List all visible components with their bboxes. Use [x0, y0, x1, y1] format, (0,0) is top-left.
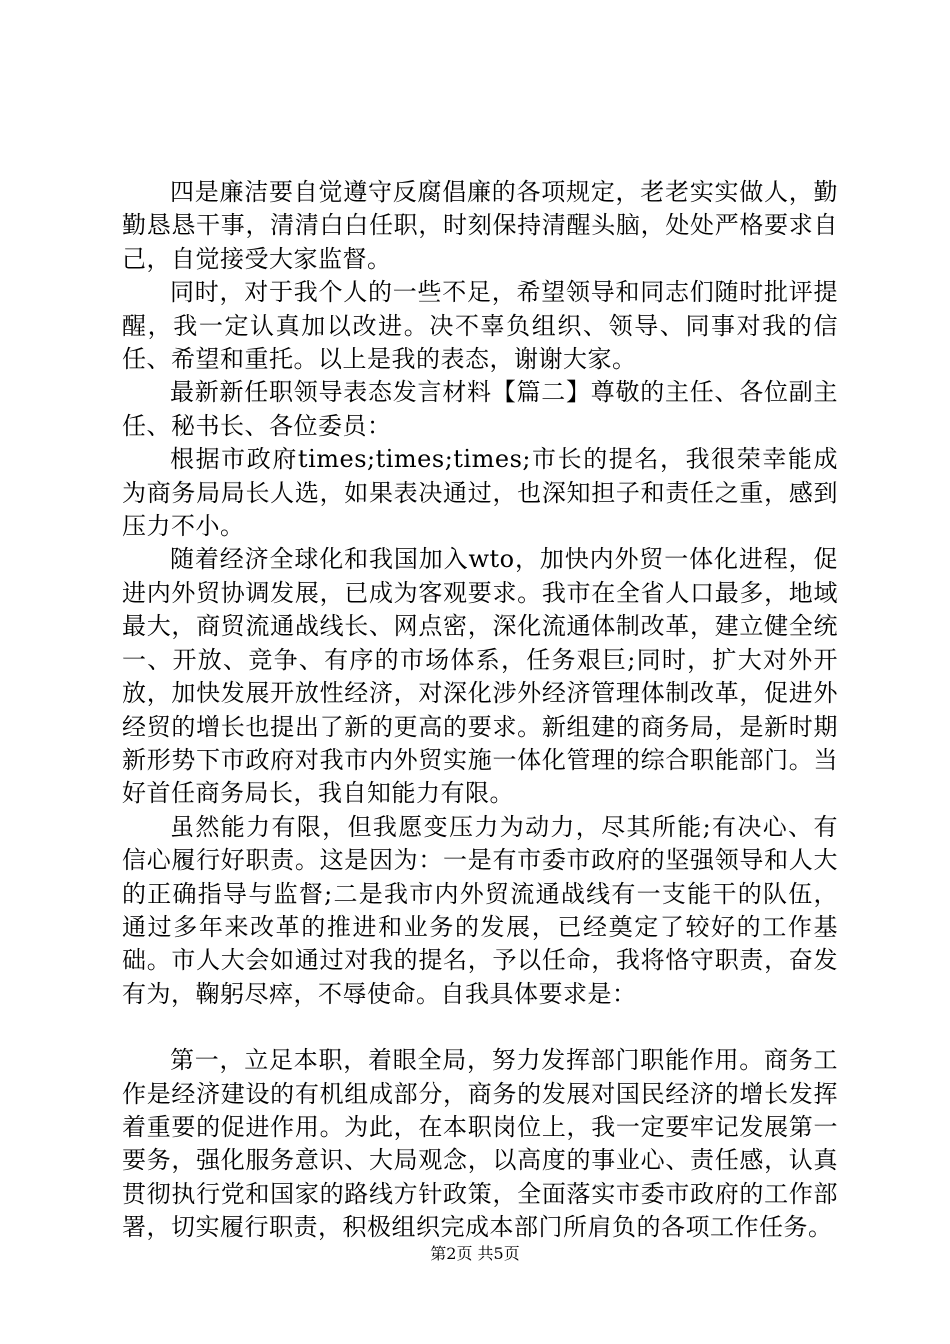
document-body: [122, 176, 838, 1245]
paragraph-section-two-heading: 最新新任职领导表态发言材料【篇二】尊敬的主任、各位副主任、秘书长、各位委员：: [122, 378, 838, 440]
page-footer: 第2页 共5页: [430, 1244, 520, 1263]
paragraph-economic-context: 随着经济全球化和我国加入wto，加快内外贸一体化进程，促进内外贸协调发展，已成为客观要求。我市在全省人口最多，地域最大，商贸流通战线长、网点密，深化流通体制改革，建立健全统一、开放、竞争、有序的市场体系，任务艰巨;同时，扩大对外开放，加快发展开放性经济，对深化涉外经济管理体制改革，促进外经贸的增长也提出了新的更高的要求。新组建的商务局，是新时期新形势下市政府对我市内外贸实施一体化管理的综合职能部门。当好首任商务局长，我自知能力有限。: [122, 545, 838, 808]
paragraph-self-improvement: 同时，对于我个人的一些不足，希望领导和同志们随时批评提醒，我一定认真加以改进。决不辜负组织、领导、同事对我的信任、希望和重托。以上是我的表态，谢谢大家。: [122, 278, 838, 374]
paragraph-integrity: 四是廉洁要自觉遵守反腐倡廉的各项规定，老老实实做人，勤勤恳恳干事，清清白白任职，时刻保持清醒头脑，处处严格要求自己，自觉接受大家监督。: [122, 178, 838, 273]
paragraph-nomination: 根据市政府times;times;times;市长的提名，我很荣幸能成为商务局局长人选，如果表决通过，也深知担子和责任之重，感到压力不小。: [122, 445, 838, 541]
paragraph-commitment: 虽然能力有限，但我愿变压力为动力，尽其所能;有决心、有信心履行好职责。这是因为：一是有市委市政府的坚强领导和人大的正确指导与监督;二是我市内外贸流通战线有一支能干的队伍，通过多年来改革的推进和业务的发展，已经奠定了较好的工作基础。市人大会如通过对我的提名，予以任命，我将恪守职责，奋发有为，鞠躬尽瘁，不辱使命。自我具体要求是：: [122, 812, 838, 1008]
paragraph-first-requirement: 第一，立足本职，着眼全局，努力发挥部门职能作用。商务工作是经济建设的有机组成部分，商务的发展对国民经济的增长发挥着重要的促进作用。为此，在本职岗位上，我一定要牢记发展第一要务，强化服务意识、大局观念，以高度的事业心、责任感，认真贯彻执行党和国家的路线方针政策，全面落实市委市政府的工作部署，切实履行职责，积极组织完成本部门所肩负的各项工作任务。: [122, 1046, 838, 1242]
